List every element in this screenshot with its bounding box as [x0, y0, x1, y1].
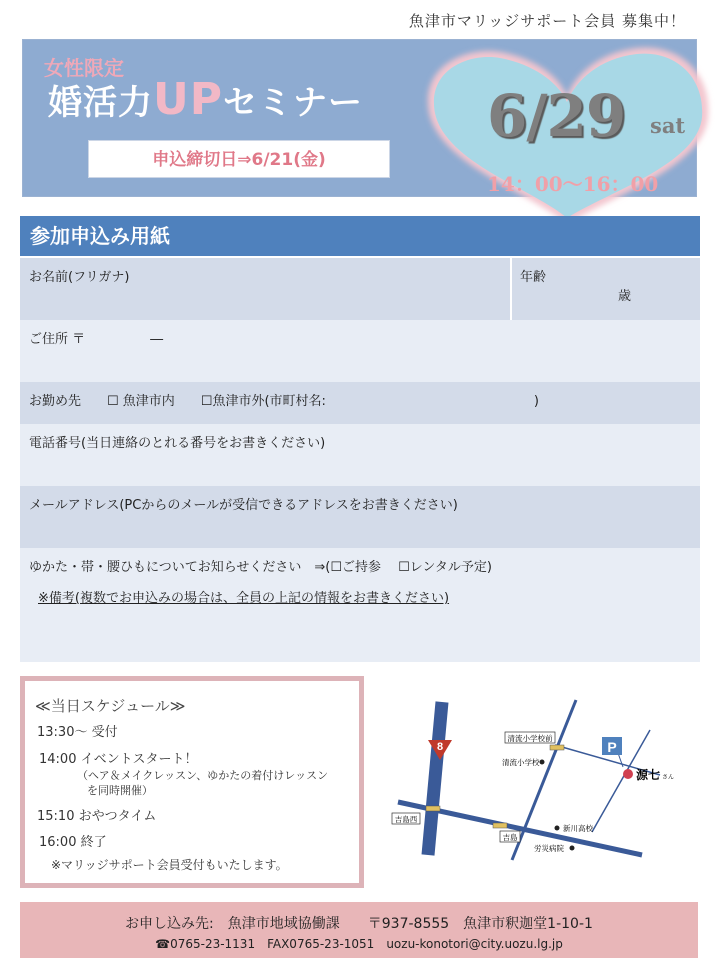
name-row[interactable]	[20, 258, 700, 320]
schedule-item: 15:10 おやつタイム	[37, 809, 157, 824]
map-highschool-label: 新川高校	[563, 824, 593, 833]
schedule-item: 16:00 終了	[39, 835, 107, 850]
deadline-box: 申込締切日⇒6/21(金)	[88, 140, 390, 178]
map-venue-suffix: さん	[662, 775, 675, 781]
age-unit: 歳	[618, 289, 632, 304]
work-label: お勤め先 ☐ 魚津市内 ☐魚津市外(市町村名: )	[29, 394, 539, 409]
map-hospital-label: 労災病院	[534, 844, 564, 853]
phone-label: 電話番号(当日連絡のとれる番号をお書きください)	[29, 436, 326, 451]
work-row[interactable]	[20, 382, 700, 424]
map-nishijima-label: 吉島西	[394, 815, 418, 824]
map-school-front-label: 清流小学校前	[507, 734, 553, 743]
age-divider	[510, 258, 512, 320]
event-time: 14：00～16：00	[487, 172, 659, 196]
contact-phone-email: ☎0765-23-1131 FAX0765-23-1051 uozu-konotori@city.uozu.lg.jp	[155, 937, 563, 951]
age-label: 年齢	[520, 270, 547, 285]
venue-marker-icon	[623, 769, 633, 779]
seminar-title-up: UP	[153, 74, 223, 125]
name-label: お名前(フリガナ)	[29, 270, 130, 285]
map-school-label: 清流小学校	[502, 758, 540, 767]
map-venue-label: 源七	[636, 768, 661, 782]
yukata-label: ゆかた・帯・腰ひもについてお知らせください ⇒(☐ご持参 ☐レンタル予定)	[29, 560, 492, 575]
contact-footer	[20, 902, 698, 958]
remarks-note: ※備考(複数でお申込みの場合は、全員の上記の情報をお書きください)	[38, 591, 450, 606]
phone-row[interactable]	[20, 424, 700, 486]
form-title: 参加申込み用紙	[20, 216, 700, 256]
schedule-box	[20, 676, 364, 888]
route-number: 8	[436, 741, 444, 753]
schedule-footnote: ※マリッジサポート会員受付もいたします。	[51, 858, 288, 872]
address-row[interactable]	[20, 320, 700, 382]
event-date: 6/29	[487, 82, 626, 150]
access-map	[380, 690, 710, 870]
event-day: sat	[650, 113, 686, 138]
seminar-title-pre: 婚活力	[48, 83, 153, 123]
schedule-title: ≪当日スケジュール≫	[35, 697, 186, 715]
email-label: メールアドレス(PCからのメールが受信できるアドレスをお書きください)	[29, 498, 458, 513]
address-label: ご住所 〒 ―	[29, 332, 164, 347]
recruit-text: 魚津市マリッジサポート会員 募集中！	[408, 12, 686, 30]
contact-address: お申し込み先: 魚津市地域協働課 〒937-8555 魚津市釈迦堂1-10-1	[125, 916, 593, 932]
map-yoshijima-label: 吉島	[502, 833, 518, 842]
schedule-subitem: （ヘア＆メイクレッスン、ゆかたの着付けレッスン	[77, 769, 329, 782]
seminar-title-post: セミナー	[222, 83, 363, 123]
parking-icon: P	[607, 739, 617, 755]
schedule-subitem: を同時開催）	[87, 784, 153, 797]
women-only-label: 女性限定	[44, 56, 124, 80]
yukata-row[interactable]	[20, 548, 700, 662]
seminar-title	[48, 74, 363, 125]
schedule-item: 14:00 イベントスタート！	[39, 752, 198, 767]
email-row[interactable]	[20, 486, 700, 548]
schedule-item: 13:30～ 受付	[37, 725, 118, 740]
